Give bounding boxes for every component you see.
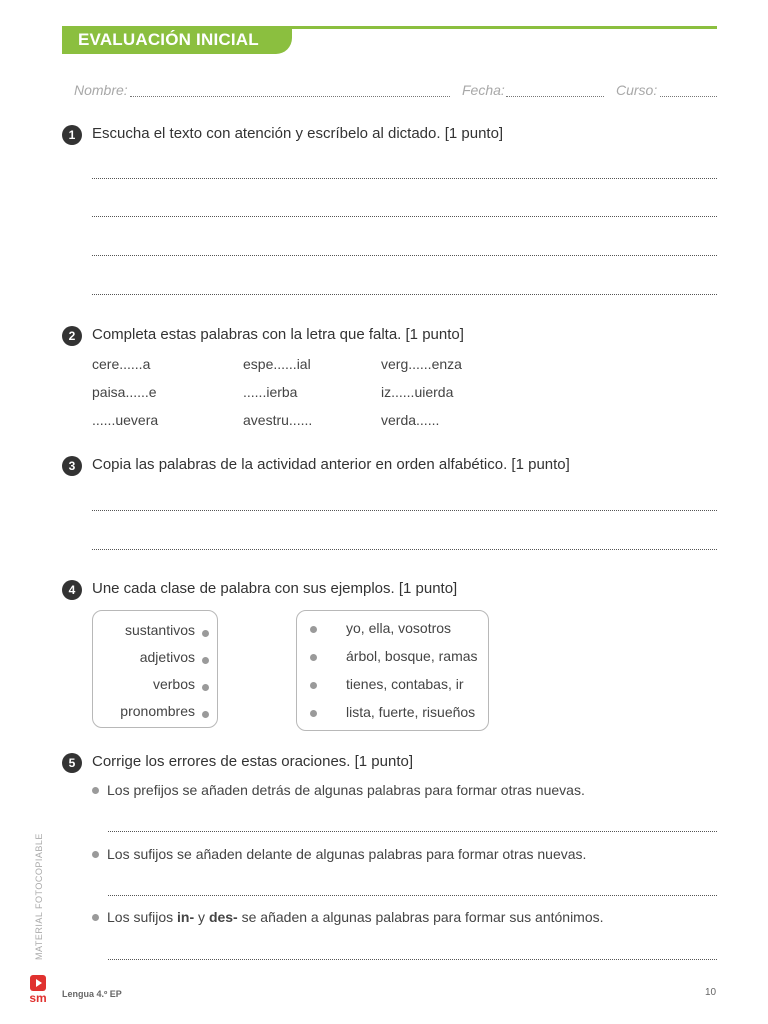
answer-line[interactable]	[92, 216, 717, 217]
bullet	[92, 851, 99, 858]
prefix-in: in-	[177, 909, 195, 925]
answer-line[interactable]	[108, 959, 717, 960]
play-icon	[29, 975, 47, 991]
bullet	[92, 787, 99, 794]
word-blank: paisa......e	[92, 384, 157, 400]
subject-label: Lengua 4.º EP	[62, 989, 122, 999]
word-class-item: sustantivos	[124, 622, 195, 638]
question-text: Corrige los errores de estas oraciones. [1 punto]	[92, 753, 413, 770]
logo-text: sm	[29, 991, 47, 1005]
sentence-item: Los sufijos se añaden delante de algunas palabras para formar otras nuevas.	[107, 846, 587, 862]
prefix-des: des-	[208, 909, 238, 925]
name-label: Nombre:	[74, 82, 128, 98]
answer-line[interactable]	[92, 294, 717, 295]
word-class-item: pronombres	[120, 703, 195, 719]
match-point[interactable]	[310, 654, 317, 661]
word-blank: espe......ial	[243, 356, 311, 372]
word-blank: ......ierba	[243, 384, 298, 400]
word-blank: iz......uierda	[381, 384, 454, 400]
question-number: 5	[62, 753, 82, 773]
sentence-item	[107, 909, 604, 925]
example-item: tienes, contabas, ir	[346, 676, 464, 692]
answer-line[interactable]	[108, 831, 717, 832]
word-class-item: verbos	[152, 676, 195, 692]
question-number: 4	[62, 580, 82, 600]
page-number: 10	[705, 987, 717, 998]
date-label: Fecha:	[462, 82, 505, 98]
word-blank: verg......enza	[381, 356, 462, 372]
answer-line[interactable]	[92, 178, 717, 179]
word-blank: ......uevera	[92, 412, 159, 428]
question-text: Escucha el texto con atención y escríbelo al dictado. [1 punto]	[92, 125, 504, 142]
sentence-item: Los prefijos se añaden detrás de algunas palabras para formar otras nuevas.	[107, 782, 585, 798]
match-point[interactable]	[310, 710, 317, 717]
question-number: 1	[62, 125, 82, 145]
course-field[interactable]	[660, 96, 717, 97]
sentence-prefix: Los sufijos	[107, 909, 178, 925]
word-blank: avestru......	[243, 412, 313, 428]
question-text: Completa estas palabras con la letra que falta. [1 punto]	[92, 326, 464, 343]
answer-line[interactable]	[92, 549, 717, 550]
page-title: EVALUACIÓN INICIAL	[62, 26, 292, 54]
example-item: yo, ella, vosotros	[346, 620, 452, 636]
answer-line[interactable]	[92, 510, 717, 511]
side-label: MATERIAL FOTOCOPIABLE	[34, 833, 44, 960]
match-point[interactable]	[202, 684, 209, 691]
example-item: árbol, bosque, ramas	[346, 648, 478, 664]
word-blank: verda......	[381, 412, 440, 428]
sentence-suffix: se añaden a algunas palabras para formar sus antónimos.	[237, 909, 604, 925]
question-text: Une cada clase de palabra con sus ejemplos. [1 punto]	[92, 580, 458, 597]
answer-line[interactable]	[108, 895, 717, 896]
sm-logo	[29, 975, 47, 1005]
word-blank: cere......a	[92, 356, 151, 372]
word-class-item: adjetivos	[139, 649, 195, 665]
question-number: 3	[62, 456, 82, 476]
name-field[interactable]	[130, 96, 450, 97]
match-point[interactable]	[202, 657, 209, 664]
course-label: Curso:	[616, 82, 658, 98]
question-number: 2	[62, 326, 82, 346]
question-text: Copia las palabras de la actividad anterior en orden alfabético. [1 punto]	[92, 456, 570, 473]
bullet	[92, 914, 99, 921]
match-point[interactable]	[202, 630, 209, 637]
match-point[interactable]	[310, 626, 317, 633]
date-field[interactable]	[506, 96, 604, 97]
match-point[interactable]	[202, 711, 209, 718]
example-item: lista, fuerte, risueños	[346, 704, 476, 720]
answer-line[interactable]	[92, 255, 717, 256]
sentence-conjunction: y	[194, 909, 209, 925]
match-point[interactable]	[310, 682, 317, 689]
